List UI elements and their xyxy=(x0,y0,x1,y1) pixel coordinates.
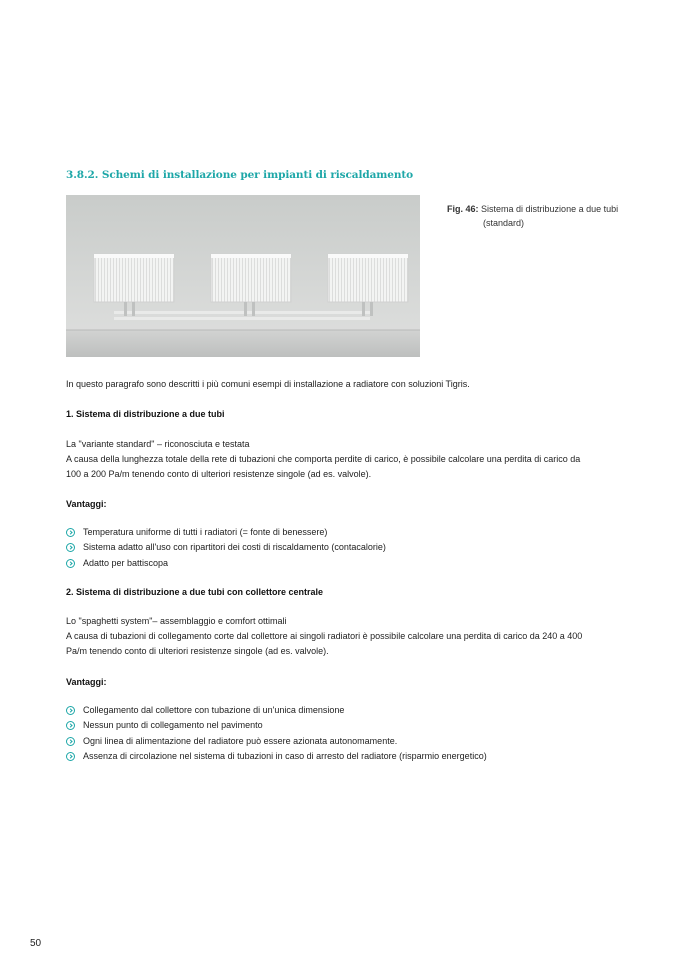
list-item: Nessun punto di collegamento nel pavimento xyxy=(66,718,487,733)
section1-title: 1. Sistema di distribuzione a due tubi xyxy=(66,409,225,419)
page-number: 50 xyxy=(30,938,42,949)
chevron-circle-icon xyxy=(66,706,75,715)
chevron-circle-icon xyxy=(66,737,75,746)
section1-text xyxy=(66,437,636,482)
section2-advantages-list xyxy=(66,703,487,764)
section1-line1: La "variante standard" – riconosciuta e testata xyxy=(66,439,250,449)
list-item: Assenza di circolazione nel sistema di tubazioni in caso di arresto del radiatore (risparmio energetico) xyxy=(66,749,487,764)
section-heading: 3.8.2. Schemi di installazione per impianti di riscaldamento xyxy=(66,169,414,181)
chevron-circle-icon xyxy=(66,559,75,568)
chevron-circle-icon xyxy=(66,752,75,761)
section2-title: 2. Sistema di distribuzione a due tubi con collettore centrale xyxy=(66,587,324,597)
list-item: Collegamento dal collettore con tubazione di un'unica dimensione xyxy=(66,703,487,718)
section1-line2: A causa della lunghezza totale della rete di tubazioni che comporta perdite di carico, è possibile calcolare una perdita di carico da xyxy=(66,454,581,464)
list-item: Sistema adatto all'uso con ripartitori dei costi di riscaldamento (contacalorie) xyxy=(66,540,386,555)
chevron-circle-icon xyxy=(66,721,75,730)
intro-paragraph: In questo paragrafo sono descritti i più comuni esempi di installazione a radiatore con soluzioni Tigris. xyxy=(66,379,470,389)
section2-text xyxy=(66,614,636,659)
section2-line2: A causa di tubazioni di collegamento corte dal collettore ai singoli radiatori è possibile calcolare una perdita di carico da 240 a 400 xyxy=(66,631,583,641)
figure-caption xyxy=(447,202,647,230)
section2-advantages-title: Vantaggi: xyxy=(66,677,107,687)
list-item: Ogni linea di alimentazione del radiatore può essere azionata autonomamente. xyxy=(66,734,487,749)
section1-line3: 100 a 200 Pa/m tenendo conto di ulteriori resistenze singole (ad es. valvole). xyxy=(66,469,372,479)
figure-label: Fig. 46: xyxy=(447,204,479,214)
figure-caption-line2: (standard) xyxy=(483,218,525,228)
chevron-circle-icon xyxy=(66,543,75,552)
chevron-circle-icon xyxy=(66,528,75,537)
figure-caption-line1: Sistema di distribuzione a due tubi xyxy=(481,204,619,214)
section1-advantages-list xyxy=(66,525,386,571)
radiator-photo xyxy=(66,195,420,357)
section2-line1: Lo "spaghetti system"– assemblaggio e comfort ottimali xyxy=(66,616,287,626)
list-item: Adatto per battiscopa xyxy=(66,556,386,571)
section2-line3: Pa/m tenendo conto di ulteriori resistenze singole (ad es. valvole). xyxy=(66,646,329,656)
section1-advantages-title: Vantaggi: xyxy=(66,499,107,509)
list-item: Temperatura uniforme di tutti i radiatori (= fonte di benessere) xyxy=(66,525,386,540)
